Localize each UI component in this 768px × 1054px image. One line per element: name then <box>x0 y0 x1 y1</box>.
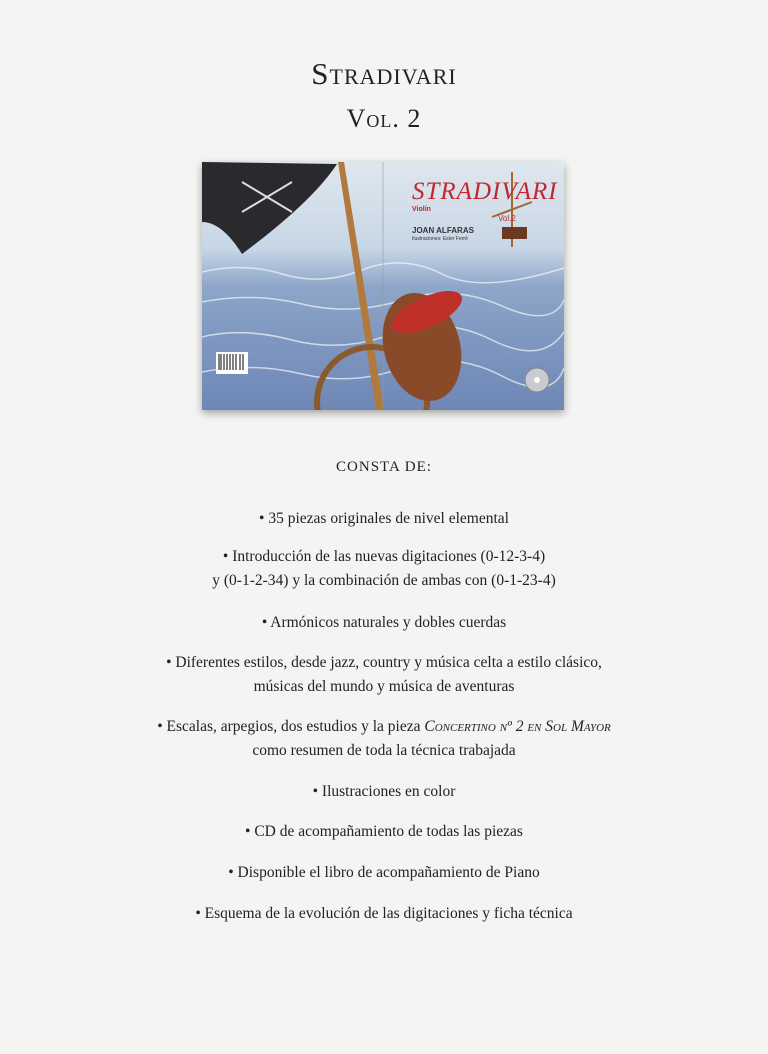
volume-subtitle: Vol. 2 <box>346 104 422 133</box>
feature-item <box>0 545 768 593</box>
feature-text: • Disponible el libro de acompañamiento de Piano <box>228 864 540 881</box>
feature-text: • Introducción de las nuevas digitaciones (0-12-3-4) <box>222 548 546 565</box>
feature-text: • 35 piezas originales de nivel elemental <box>259 510 509 527</box>
feature-text: y (0-1-2-34) y la combinación de ambas con (0-1-23-4) <box>212 572 556 589</box>
feature-text: • Armónicos naturales y dobles cuerdas <box>261 614 507 631</box>
contents-heading: CONSTA DE: <box>336 459 432 475</box>
feature-item <box>0 715 768 763</box>
book-cover-image <box>202 162 564 410</box>
feature-item <box>0 820 768 844</box>
feature-text: • CD de acompañamiento de todas las piezas <box>245 823 523 840</box>
piece-title: Concertino nº 2 en Sol Mayor <box>424 718 611 735</box>
cover-title: STRADIVARI <box>412 178 558 205</box>
cover-instrument: Violín <box>412 206 431 213</box>
feature-item <box>0 861 768 885</box>
feature-text: músicas del mundo y música de aventuras <box>253 678 515 695</box>
feature-text: • Ilustraciones en color <box>312 783 456 800</box>
page-title: Stradivari <box>311 56 457 91</box>
feature-item <box>0 780 768 804</box>
cover-author: JOAN ALFARAS <box>412 226 474 235</box>
feature-text: • Escalas, arpegios, dos estudios y la pieza <box>157 718 425 735</box>
pirate-flag <box>202 162 337 254</box>
feature-item <box>0 651 768 699</box>
feature-text: • Esquema de la evolución de las digitaciones y ficha técnica <box>195 905 573 922</box>
feature-text: • Diferentes estilos, desde jazz, country y música celta a estilo clásico, <box>166 654 602 671</box>
feature-item <box>0 611 768 635</box>
feature-item <box>0 507 768 531</box>
mast <box>338 162 384 410</box>
feature-item <box>0 902 768 926</box>
feature-text: como resumen de toda la técnica trabajada <box>252 742 516 759</box>
cover-volume: Vol.2 <box>498 214 516 223</box>
cover-illustrator: Ilustraciones: Ester Ferrè <box>412 236 468 242</box>
